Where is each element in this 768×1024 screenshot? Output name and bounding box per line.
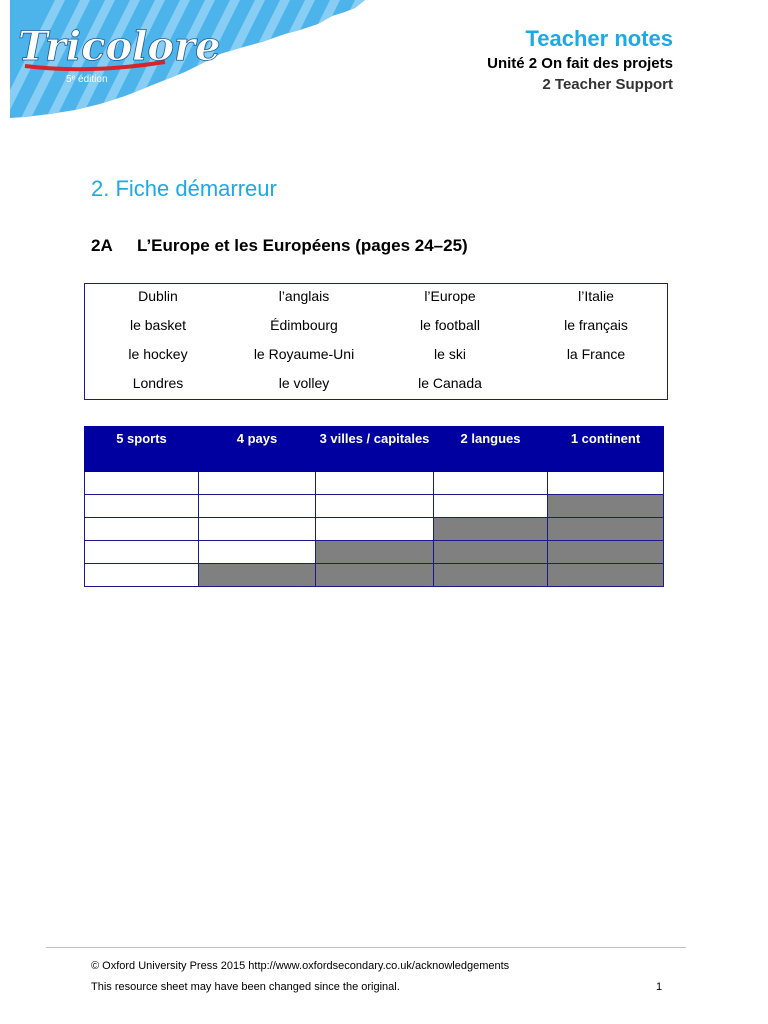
logo-wordmark: Tricolore — [18, 23, 221, 70]
grid-cell-blank — [199, 541, 316, 564]
sub-heading-code: 2A — [91, 236, 113, 255]
footer-note: This resource sheet may have been changed since the original. — [91, 981, 400, 993]
word-item: le volley — [278, 375, 330, 391]
grid-cell-blank — [199, 495, 316, 518]
grid-cell-blank — [434, 495, 548, 518]
word-item: le Canada — [418, 375, 482, 391]
word-item: le français — [564, 317, 628, 333]
word-item: Édimbourg — [270, 317, 338, 333]
grid-body — [85, 472, 664, 587]
word-item: le ski — [434, 346, 466, 362]
grid-cell-blank — [434, 472, 548, 495]
grid-cell-blank — [85, 518, 199, 541]
section-title: 2. Fiche démarreur — [91, 176, 277, 201]
header-support: 2 Teacher Support — [542, 76, 673, 93]
grid-cell-blank — [85, 564, 199, 587]
grid-cell-shaded — [434, 541, 548, 564]
word-item: le Royaume-Uni — [253, 346, 355, 362]
grid-row — [85, 518, 664, 541]
header-unit: Unité 2 On fait des projets — [487, 55, 673, 72]
word-item: l’Europe — [424, 288, 476, 304]
word-item: l’Italie — [578, 288, 614, 304]
grid-row — [85, 564, 664, 587]
word-item: la France — [566, 346, 626, 362]
grid-cell-blank — [316, 518, 434, 541]
grid-cell-blank — [199, 518, 316, 541]
grid-cell-blank — [316, 495, 434, 518]
grid-row — [85, 541, 664, 564]
grid-cell-blank — [85, 541, 199, 564]
grid-header-cell: 1 continent — [548, 427, 664, 472]
word-item: le basket — [129, 317, 187, 333]
grid-cell-blank — [199, 472, 316, 495]
grid-header-cell: 2 langues — [434, 427, 548, 472]
grid-header-cell: 3 villes / capitales — [316, 427, 434, 472]
grid-row — [85, 472, 664, 495]
grid-cell-shaded — [199, 564, 316, 587]
grid-cell-shaded — [434, 564, 548, 587]
footer-copyright: © Oxford University Press 2015 http://www.oxfordsecondary.co.uk/acknowledgements — [91, 960, 510, 972]
grid-cell-shaded — [316, 564, 434, 587]
header-title: Teacher notes — [525, 26, 673, 51]
word-box — [84, 283, 668, 400]
grid-header-row — [85, 427, 664, 472]
answer-grid — [84, 426, 664, 587]
logo-edition: 5ᵉ édition — [66, 74, 108, 85]
grid-cell-shaded — [548, 518, 664, 541]
sub-heading-text: L’Europe et les Européens (pages 24–25) — [137, 236, 468, 255]
grid-header-cell: 5 sports — [85, 427, 199, 472]
grid-cell-shaded — [548, 495, 664, 518]
word-item: l’anglais — [278, 288, 330, 304]
tricolore-logo — [0, 0, 370, 125]
word-item: le football — [420, 317, 480, 333]
grid-cell-shaded — [434, 518, 548, 541]
word-item: Londres — [132, 375, 184, 391]
grid-cell-blank — [85, 495, 199, 518]
grid-cell-shaded — [548, 564, 664, 587]
word-item: Dublin — [138, 288, 178, 304]
grid-cell-shaded — [548, 541, 664, 564]
word-item: le hockey — [128, 346, 188, 362]
grid-cell-blank — [548, 472, 664, 495]
footer-divider — [46, 947, 686, 948]
grid-row — [85, 495, 664, 518]
sub-heading — [91, 236, 468, 256]
page-number: 1 — [656, 981, 663, 993]
grid-cell-shaded — [316, 541, 434, 564]
grid-cell-blank — [85, 472, 199, 495]
grid-cell-blank — [316, 472, 434, 495]
grid-header-cell: 4 pays — [199, 427, 316, 472]
